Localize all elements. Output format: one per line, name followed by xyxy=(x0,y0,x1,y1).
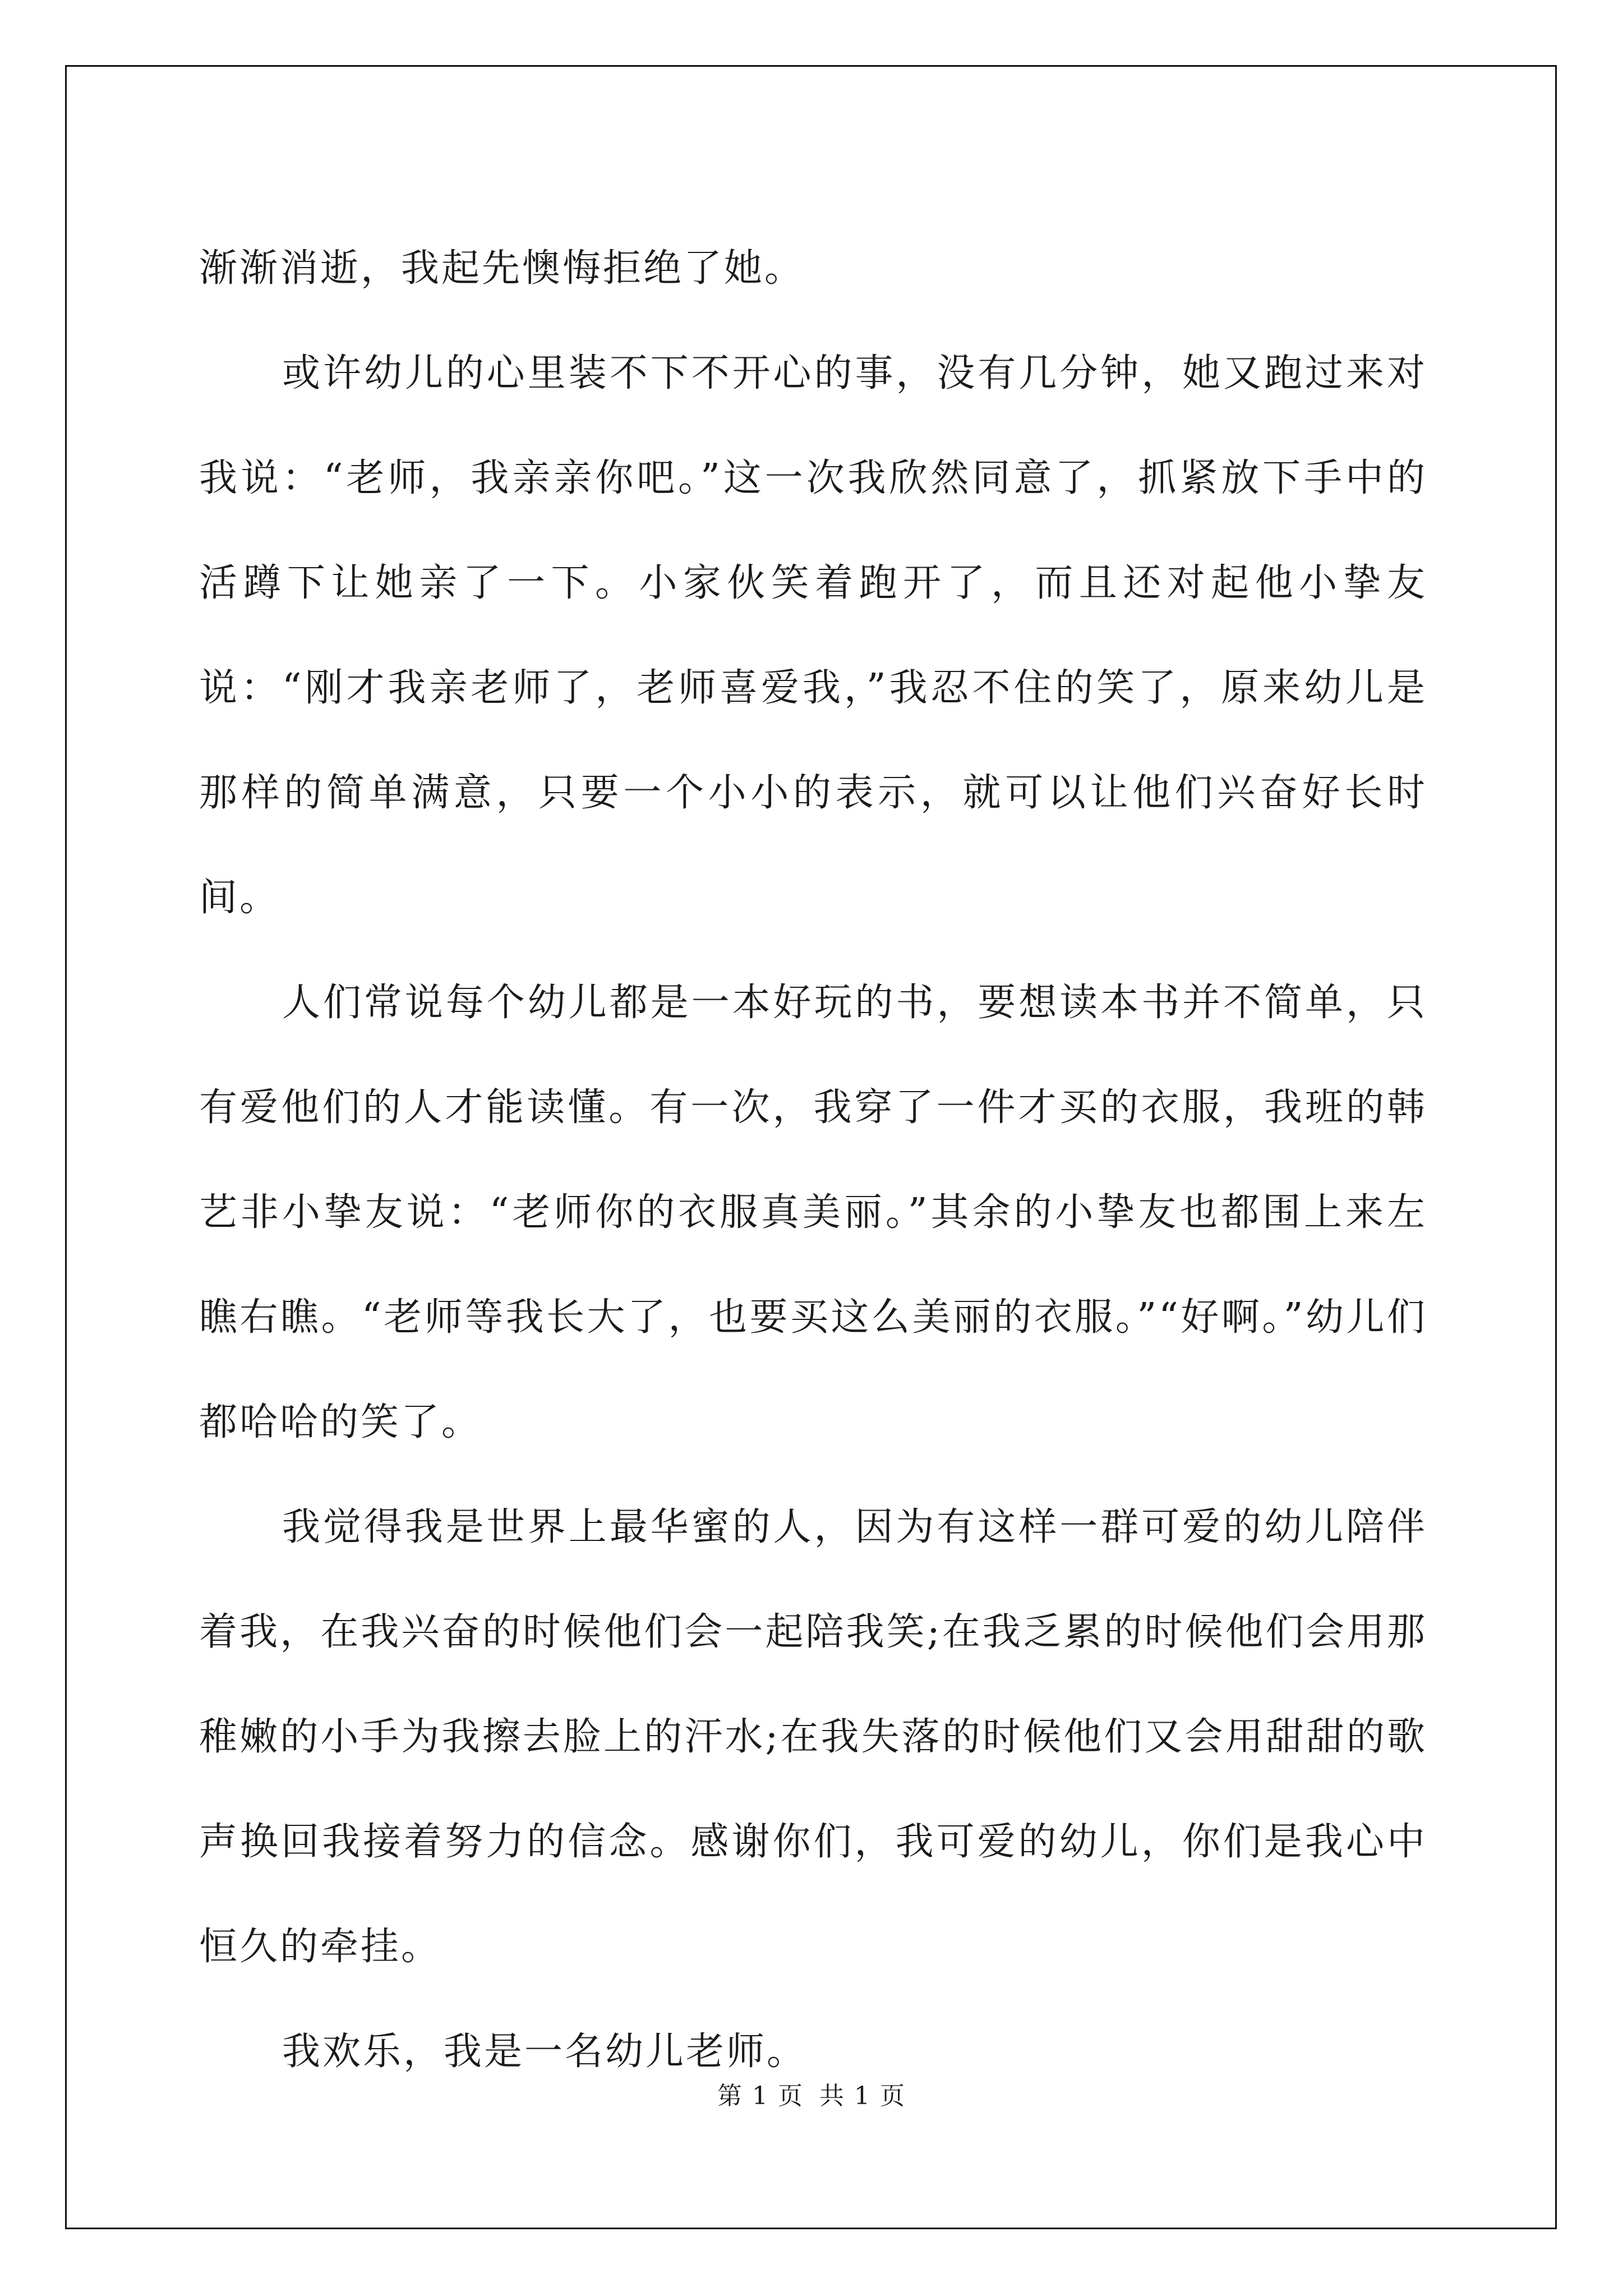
paragraph-3: 人们常说每个幼儿都是一本好玩的书，要想读本书并不简单，只有爱他们的人才能读懂。有一次，我穿了一件才买的衣服，我班的韩艺非小挚友说：“老师你的衣服真美丽。”其余的小挚友也都围上来左瞧右瞧。“老师等我长大了，也要买这么美丽的衣服。”“好啊。”幼儿们都哈哈的笑了。 xyxy=(199,981,1427,1444)
page-footer xyxy=(0,2076,1623,2111)
paragraph-2: 或许幼儿的心里装不下不开心的事，没有几分钟，她又跑过来对我说：“老师，我亲亲你吧。”这一次我欣然同意了，抓紧放下手中的活蹲下让她亲了一下。小家伙笑着跑开了，而且还对起他小挚友说：“刚才我亲老师了，老师喜爱我，”我忍不住的笑了，原来幼儿是那样的简单满意，只要一个小小的表示，就可以让他们兴奋好长时间。 xyxy=(199,351,1427,920)
document-body xyxy=(199,216,1427,2104)
total-pages: 共 1 页 xyxy=(819,2082,906,2110)
paragraph-5: 我欢乐，我是一名幼儿老师。 xyxy=(282,2030,808,2074)
paragraph-4: 我觉得我是世界上最华蜜的人，因为有这样一群可爱的幼儿陪伴着我，在我兴奋的时候他们会一起陪我笑;在我乏累的时候他们会用那稚嫩的小手为我擦去脸上的汗水;在我失落的时候他们又会用甜甜的歌声换回我接着努力的信念。感谢你们，我可爱的幼儿，你们是我心中恒久的牵挂。 xyxy=(199,1505,1427,1969)
page-number: 第 1 页 xyxy=(717,2082,804,2110)
paragraph-1: 渐渐消逝，我起先懊悔拒绝了她。 xyxy=(199,246,805,291)
